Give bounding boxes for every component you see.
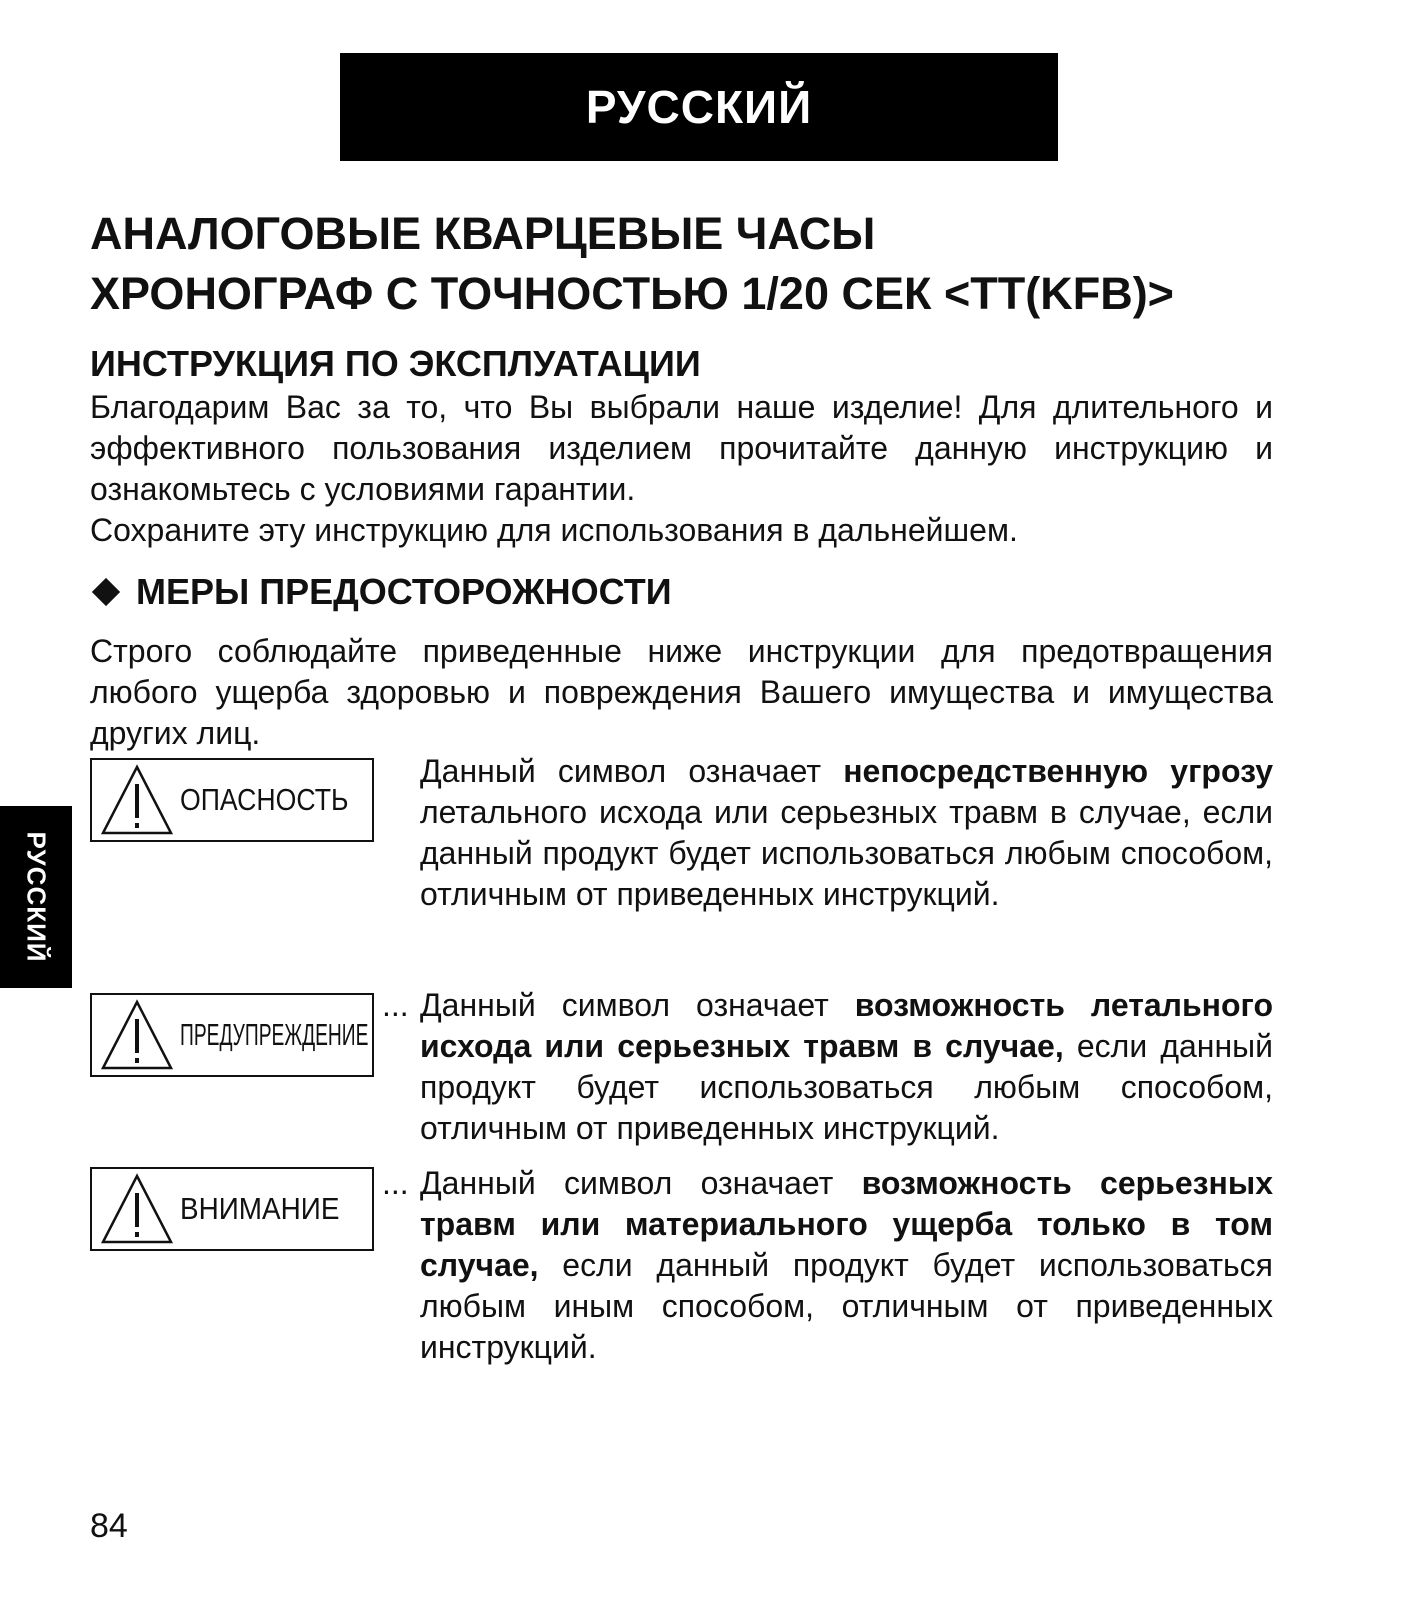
warning-triangle-icon — [100, 999, 174, 1071]
precautions-heading-label: МЕРЫ ПРЕДОСТОРОЖНОСТИ — [136, 571, 672, 612]
page-number: 84 — [90, 1507, 128, 1545]
warning-description — [420, 985, 1273, 1149]
caution-description — [420, 1163, 1273, 1368]
warning-triangle-icon — [100, 764, 174, 836]
danger-description-emphasis: непосредственную угрозу — [843, 753, 1273, 789]
page-title-line-2: ХРОНОГРАФ С ТОЧНОСТЬЮ 1/20 СЕК <TT(KFB)> — [90, 268, 1174, 319]
caution-description-end: если данный продукт будет использоваться любым иным способом, отличным от приведенных инструкций. — [420, 1247, 1273, 1365]
page-title-line-1: АНАЛОГОВЫЕ КВАРЦЕВЫЕ ЧАСЫ — [90, 208, 876, 259]
side-language-tab — [0, 806, 72, 988]
danger-label: ОПАСНОСТЬ — [180, 782, 349, 817]
warning-symbol-box — [90, 993, 374, 1077]
danger-description-end: летального исхода или серьезных травм в случае, если данный продукт будет использоваться любым способом, отличным от приведенных инструкций. — [420, 794, 1273, 912]
caution-description-emphasis: возможность серьезных травм или материального ущерба только в том случае, — [420, 1165, 1273, 1283]
warning-description-emphasis: возможность летального исхода или серьезных травм в случае, — [420, 987, 1274, 1064]
side-language-tab-label: РУССКИЙ — [21, 831, 52, 963]
intro-paragraph-2: Сохраните эту инструкцию для использования в дальнейшем. — [90, 512, 1018, 548]
warning-description-start: Данный символ означает — [420, 987, 855, 1023]
warning-description-end: если данный продукт будет использоваться любым способом, отличным от приведенных инструкций. — [420, 1028, 1273, 1146]
warning-triangle-icon — [100, 1173, 174, 1245]
intro-paragraph-1: Благодарим Вас за то, что Вы выбрали наше изделие! Для длительного и эффективного пользования изделием прочитайте данную инструкцию и ознакомьтесь с условиями гарантии. — [90, 389, 1273, 507]
intro-text — [90, 387, 1273, 551]
warning-label: ПРЕДУПРЕЖДЕНИЕ — [180, 1017, 369, 1052]
caution-description-start: Данный символ означает — [420, 1165, 862, 1201]
caution-ellipsis: ... — [382, 1165, 409, 1201]
danger-description-start: Данный символ означает — [420, 753, 844, 789]
danger-description — [420, 751, 1273, 915]
caution-label: ВНИМАНИЕ — [180, 1191, 340, 1226]
language-banner-label: РУССКИЙ — [585, 81, 813, 133]
warning-ellipsis: ... — [382, 987, 409, 1023]
caution-symbol-box — [90, 1167, 374, 1251]
page-title — [90, 204, 1174, 324]
manual-subtitle: ИНСТРУКЦИЯ ПО ЭКСПЛУАТАЦИИ — [90, 343, 701, 384]
language-banner — [340, 53, 1058, 161]
danger-symbol-box — [90, 758, 374, 842]
diamond-bullet-icon — [92, 578, 120, 606]
precautions-text: Строго соблюдайте приведенные ниже инструкции для предотвращения любого ущерба здоровью и повреждения Вашего имущества и имущества других лиц. — [90, 633, 1273, 751]
precautions-heading — [90, 568, 672, 616]
